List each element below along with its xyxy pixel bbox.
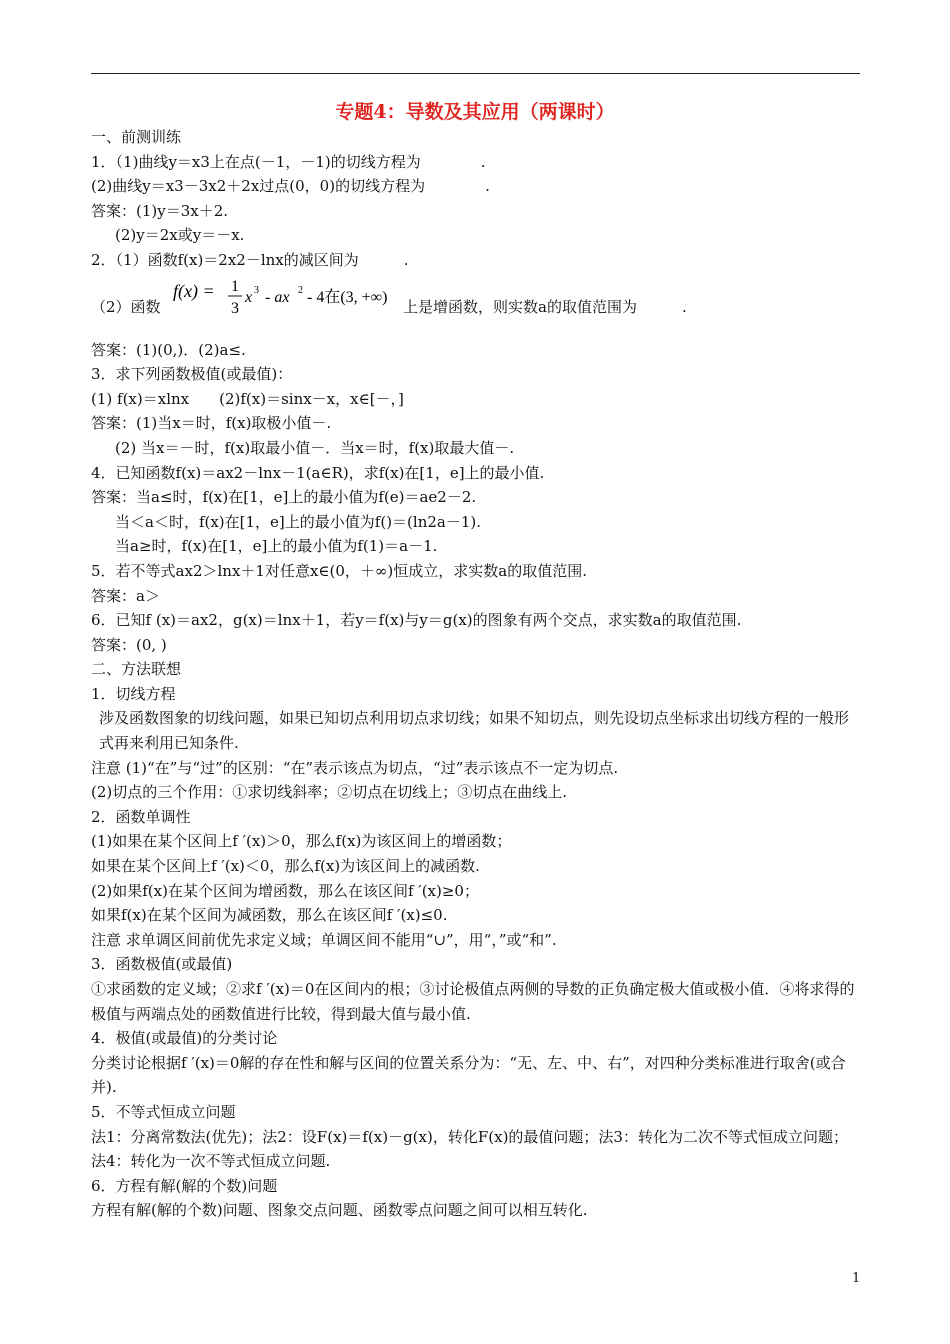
text-line: (1)如果在某个区间上f ′(x)＞0，那么f(x)为该区间上的增函数；	[91, 832, 512, 851]
text-line: 1．切线方程	[91, 684, 176, 703]
text-line: 当a≥时，f(x)在[1，e]上的最小值为f(1)＝a－1.	[115, 537, 438, 556]
formula-term-ax: - ax	[265, 288, 290, 306]
text-paragraph: ①求函数的定义域；②求f ′(x)＝0在区间内的根；③讨论极值点两侧的导数的正负确定极大值或极小值．④将求得的极值与两端点处的函数值进行比较，得到最大值与最小值.	[91, 980, 855, 1023]
header-rule	[91, 73, 860, 74]
text-line: (2)y＝2x或y＝－x.	[115, 226, 245, 245]
text-line: 注意 求单调区间前优先求定义域；单调区间不能用“∪”，用“，”或“和”.	[91, 930, 557, 949]
text-line: 答案：当a≤时，f(x)在[1，e]上的最小值为f(e)＝ae2－2.	[91, 488, 477, 507]
text-line: 当＜a＜时，f(x)在[1，e]上的最小值为f()＝(ln2a－1).	[115, 512, 482, 531]
document-body	[91, 125, 860, 1223]
text-line: (2)切点的三个作用：①求切线斜率；②切点在切线上；③切点在曲线上.	[91, 783, 568, 802]
page-number: 1	[852, 1271, 861, 1286]
text-line: 4．已知函数f(x)＝ax2－lnx－1(a∈R)，求f(x)在[1，e]上的最小值.	[91, 463, 545, 482]
text-line: 答案：(0, )	[91, 635, 167, 654]
formula-image	[173, 273, 401, 319]
text-line: 注意 (1)“在”与“过”的区别：“在”表示该点为切点，“过”表示该点不一定为切点.	[91, 758, 619, 777]
text-line: 答案：(1)y＝3x＋2.	[91, 201, 229, 220]
text-line: 方程有解(解的个数)问题、图象交点问题、函数零点问题之间可以相互转化.	[91, 1201, 588, 1220]
spacer	[91, 320, 860, 338]
text-line: (2)如果f(x)在某个区间为增函数，那么在该区间f ′(x)≥0；	[91, 881, 479, 900]
text-paragraph: 涉及函数图象的切线问题，如果已知切点利用切点求切线；如果不知切点，则先设切点坐标求出切线方程的一般形式再来利用已知条件.	[99, 709, 850, 753]
section-heading: 二、方法联想	[91, 660, 182, 679]
text-line: (2) 当x＝－时，f(x)取最小值－．当x＝时，f(x)取最大值－.	[115, 438, 515, 457]
page-title: 专题4：导数及其应用（两课时）	[335, 101, 615, 123]
text-line: (2)曲线y＝x3－3x2＋2x过点(0，0)的切线方程为 .	[91, 177, 490, 196]
formula-exponent: 3	[254, 284, 259, 296]
text-line: (1) f(x)＝xlnx (2)f(x)＝sinx－x，x∈[－，]	[91, 389, 404, 408]
text-line: 答案：(1)当x＝时，f(x)取极小值－.	[91, 414, 332, 433]
text-line: 如果在某个区间上f ′(x)＜0，那么f(x)为该区间上的减函数.	[91, 857, 480, 876]
text-line: 6．方程有解(解的个数)问题	[91, 1176, 278, 1195]
formula-term-x: x	[245, 288, 253, 306]
text-line: 5．若不等式ax2＞lnx＋1对任意x∈(0，＋∞)恒成立，求实数a的取值范围.	[91, 561, 587, 580]
formula-lhs: f(x) =	[173, 280, 215, 301]
text-line: 3．求下列函数极值(或最值)：	[91, 365, 293, 384]
formula-numerator: 1	[231, 277, 239, 295]
question-2-part-2	[91, 273, 860, 320]
text-line: 如果f(x)在某个区间为减函数，那么在该区间f ′(x)≤0.	[91, 906, 448, 925]
question-label: （2）函数	[91, 297, 161, 316]
formula-interval: - 4在(3, +∞)	[307, 288, 388, 306]
text-line: 5．不等式恒成立问题	[91, 1102, 236, 1121]
section-heading: 一、前测训练	[91, 128, 182, 146]
text-line: 6．已知f (x)＝ax2，g(x)＝lnx＋1，若y＝f(x)与y＝g(x)的图象有两个交点，求实数a的取值范围.	[91, 611, 742, 630]
text-line: 答案：a＞	[91, 586, 160, 605]
text-line: 答案：(1)(0,)．(2)a≤.	[91, 340, 246, 359]
text-line: 2．（1）函数f(x)＝2x2－lnx的减区间为 .	[91, 250, 409, 269]
text-line: 3．函数极值(或最值)	[91, 955, 233, 974]
question-tail: 上是增函数，则实数a的取值范围为 .	[403, 297, 687, 316]
text-paragraph: 分类讨论根据f ′(x)＝0解的存在性和解与区间的位置关系分为：“无、左、中、右”，对四种分类标准进行取舍(或合并).	[91, 1053, 846, 1097]
text-line: 4．极值(或最值)的分类讨论	[91, 1029, 278, 1048]
text-line: 1．（1)曲线y＝x3上在点(－1，－1)的切线方程为 .	[91, 152, 486, 171]
text-line: 2．函数单调性	[91, 807, 191, 826]
formula-exponent: 2	[298, 284, 303, 296]
text-paragraph: 法1：分离常数法(优先)；法2：设F(x)＝f(x)－g(x)，转化F(x)的最值问题；法3：转化为二次不等式恒成立问题；法4：转化为一次不等式恒成立问题.	[91, 1127, 848, 1171]
formula-denominator: 3	[231, 299, 239, 317]
